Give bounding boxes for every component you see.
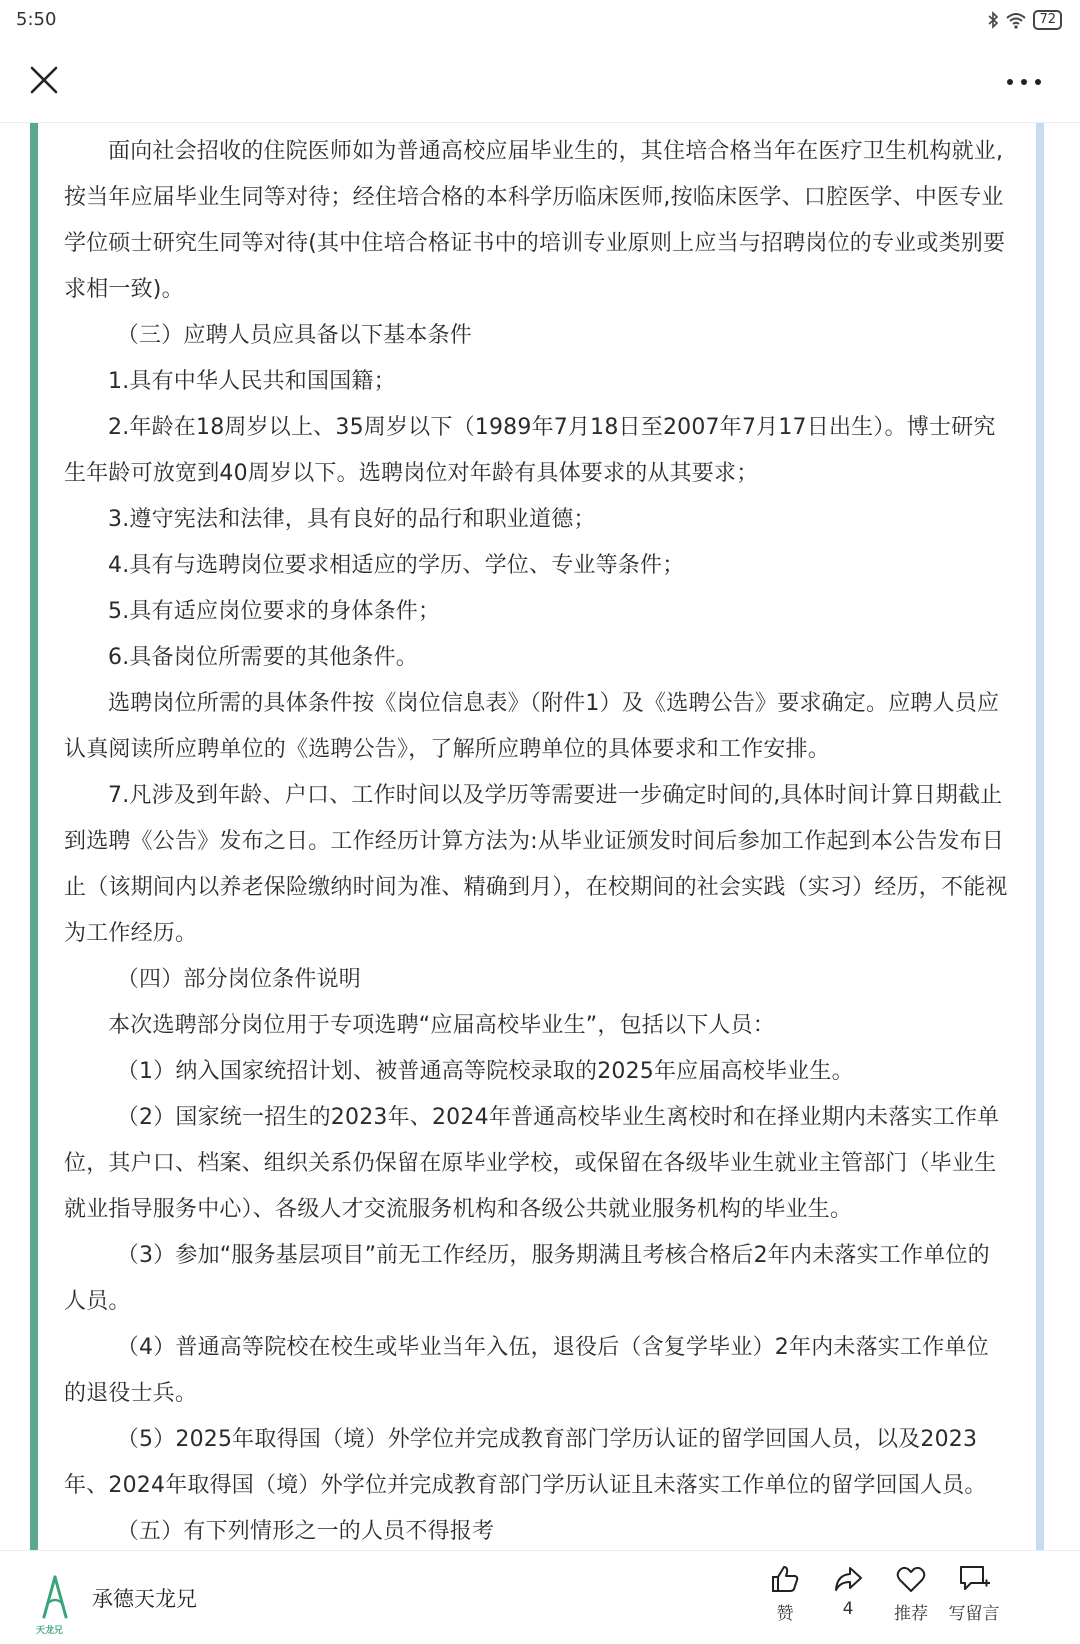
author-name[interactable]: 承德天龙兄 (92, 1587, 197, 1611)
paragraph: 3.遵守宪法和法律，具有良好的品行和职业道德； (108, 507, 596, 532)
recommend-button[interactable] (876, 1563, 946, 1624)
paragraph: 2.年龄在18周岁以上、35周岁以下（1989年7月18日至2007年7月17日出生）。博士研究生年龄可放宽到40周岁以下。选聘岗位对年龄有具体要求的从其要求； (64, 415, 996, 486)
recommend-label: 推荐 (894, 1604, 928, 1624)
paragraph: （5）2025年取得国（境）外学位并完成教育部门学历认证的留学回国人员，以及2023年、2024年取得国（境）外学位并完成教育部门学历认证且未落实工作单位的留学回国人员。 (64, 1427, 987, 1498)
share-count: 4 (842, 1599, 854, 1619)
status-bar (0, 0, 1080, 44)
top-bar (0, 44, 1080, 123)
like-button[interactable] (750, 1563, 820, 1624)
section-heading: （四）部分岗位条件说明 (116, 967, 361, 992)
paragraph: （1）纳入国家统招计划、被普通高等院校录取的2025年应届高校毕业生。 (116, 1059, 854, 1084)
paragraph: （3）参加“服务基层项目”前无工作经历，服务期满且考核合格后2年内未落实工作单位的人员。 (64, 1243, 990, 1314)
status-time: 5:50 (16, 9, 57, 30)
battery-indicator: 72 (1033, 10, 1062, 30)
bottom-bar (0, 1550, 1080, 1644)
paragraph: 选聘岗位所需的具体条件按《岗位信息表》（附件1）及《选聘公告》要求确定。应聘人员应认真阅读所应聘单位的《选聘公告》，了解所应聘单位的具体要求和工作安排。 (64, 691, 1000, 762)
paragraph: 面向社会招收的住院医师如为普通高校应届毕业生的，其住培合格当年在医疗卫生机构就业,按当年应届毕业生同等对待；经住培合格的本科学历临床医师,按临床医学、口腔医学、中医专业学位硕士研究生同等对待(其中住培合格证书中的培训专业原则上应当与招聘岗位的专业或类别要求相一致)。 (64, 139, 1006, 302)
comment-button[interactable] (939, 1563, 1009, 1624)
section-heading: （三）应聘人员应具备以下基本条件 (116, 323, 472, 348)
comment-icon (957, 1563, 991, 1595)
comment-label: 写留言 (948, 1604, 1000, 1624)
paragraph: 7.凡涉及到年龄、户口、工作时间以及学历等需要进一步确定时间的,具体时间计算日期截止到选聘《公告》发布之日。工作经历计算方法为:从毕业证颁发时间后参加工作起到本公告发布日止（该期间内以养老保险缴纳时间为准、精确到月），在校期间的社会实践（实习）经历，不能视为工作经历。 (64, 783, 1008, 946)
status-icons (987, 10, 1062, 30)
close-icon[interactable] (26, 62, 62, 98)
paragraph: （2）国家统一招生的2023年、2024年普通高校毕业生离校时和在择业期内未落实工作单位，其户口、档案、组织关系仍保留在原毕业学校，或保留在各级毕业生就业主管部门（毕业生就业指导服务中心）、各级人才交流服务机构和各级公共就业服务机构的毕业生。 (64, 1105, 1000, 1222)
paragraph: 6.具备岗位所需要的其他条件。 (108, 645, 418, 670)
share-button[interactable] (813, 1563, 883, 1619)
account-logo-icon[interactable] (36, 1573, 74, 1623)
more-icon[interactable] (1004, 74, 1044, 90)
article-body (30, 123, 1044, 1550)
paragraph: 4.具有与选聘岗位要求相适应的学历、学位、专业等条件； (108, 553, 685, 578)
like-label: 赞 (776, 1604, 794, 1624)
paragraph: （4）普通高等院校在校生或毕业当年入伍，退役后（含复学毕业）2年内未落实工作单位的退役士兵。 (64, 1335, 989, 1406)
paragraph: 5.具有适应岗位要求的身体条件； (108, 599, 441, 624)
logo-text: 天龙兄 (36, 1626, 64, 1636)
paragraph: 本次选聘部分岗位用于专项选聘“应届高校毕业生”，包括以下人员： (108, 1013, 775, 1038)
paragraph: 1.具有中华人民共和国国籍； (108, 369, 396, 394)
article-content (38, 123, 1036, 1550)
section-heading: （五）有下列情形之一的人员不得报考 (116, 1519, 495, 1544)
wifi-icon (1005, 11, 1027, 29)
thumbs-up-icon (769, 1563, 801, 1595)
heart-icon (895, 1563, 927, 1595)
bluetooth-icon (987, 11, 999, 29)
share-icon (832, 1563, 864, 1595)
